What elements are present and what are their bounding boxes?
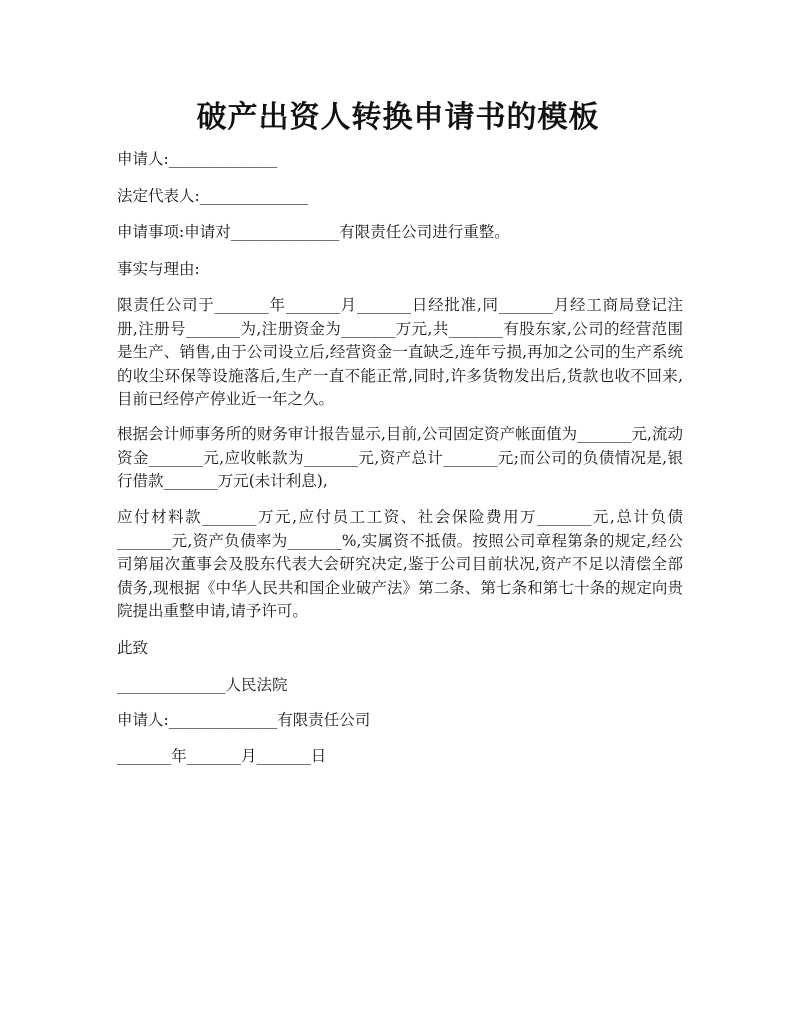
court-line: ______________人民法院 <box>117 676 288 694</box>
company-background-paragraph: 限责任公司于_______年_______月_______日经批准,同_______月经工商局登记注册,注册号_______为,注册资金为_______万元,共_______有股东家,公司的经营范围是生产、销售,由于公司设立后,经营资金一直缺乏,连年亏损,再加之公司的生产系统的收尘环保等设施落后,生产一直不能正常,同时,许多货物发出后,货款也收不回来,目前已经停产停业近一年之久。 <box>117 296 683 408</box>
date-line: _______年_______月_______日 <box>117 747 327 765</box>
facts-and-reasons-heading: 事实与理由: <box>117 260 200 278</box>
applicant-line: 申请人:______________ <box>117 150 278 168</box>
legal-representative-line: 法定代表人:______________ <box>117 187 309 205</box>
signature-applicant-line: 申请人:______________有限责任公司 <box>117 711 371 729</box>
liabilities-paragraph: 应付材料款_______万元,应付员工工资、社会保险费用万_______元,总计负债_______元,资产负债率为_______%,实属资不抵债。按照公司章程第条的规定,经公司第届次董事会及股东代表大会研究决定,鉴于公司目前状况,资产不足以清偿全部债务,现根据《中华人民共和国企业破产法》第二条、第七条和第七十条的规定向贵院提出重整申请,请予许可。 <box>117 508 683 620</box>
document-title: 破产出资人转换申请书的模板 <box>196 100 600 135</box>
application-matter-line: 申请事项:申请对______________有限责任公司进行重整。 <box>117 223 510 241</box>
financial-audit-paragraph: 根据会计师事务所的财务审计报告显示,目前,公司固定资产帐面值为_______元,流动资金_______元,应收帐款为_______元,资产总计_______元;而公司的负债情况是,银行借款_______万元(未计利息), <box>117 425 683 490</box>
salutation-line: 此致 <box>117 639 149 657</box>
